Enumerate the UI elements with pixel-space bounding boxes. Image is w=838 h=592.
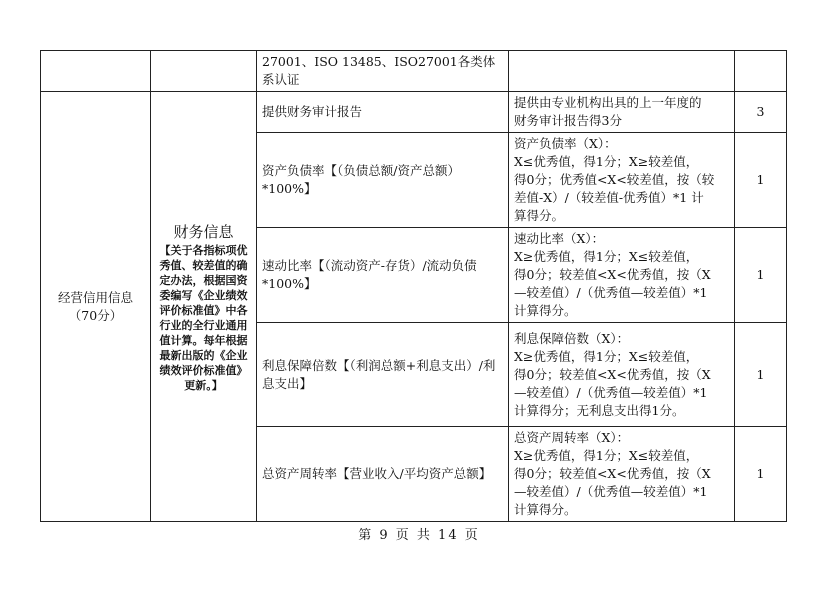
rule-line: 计算得分。 [514,502,577,517]
table-row [41,92,787,133]
score-cell: 1 [735,133,787,228]
rule-line: —较差值）/（优秀值—较差值）*1 [514,285,708,300]
rule-cell [509,323,735,427]
rule-cell [509,133,735,228]
rule-line: X≥优秀值，得1分；X≤较差值， [514,348,699,364]
scoring-table [40,50,787,522]
rule-line: 得0分；较差值<X<优秀值，按（X [514,366,711,382]
rule-line: 计算得分。 [514,303,577,318]
rule-line: 算得分。 [514,208,565,223]
category-points: （70分） [68,307,123,323]
rule-line: X≤优秀值，得1分；X≥较差值， [514,154,699,169]
page-footer: 第 9 页 共 14 页 [358,528,480,543]
subcategory-cell [151,92,257,522]
table-cell [735,51,787,92]
rule-line: —较差值）/（优秀值—较差值）*1 [514,484,708,499]
criteria-cell: 27001、ISO 13485、ISO27001各类体系认证 [257,51,509,92]
criteria-cell: 利息保障倍数【（利润总额+利息支出）/利息支出】 [257,323,509,427]
rule-line: 差值-X）/（较差值-优秀值）*1 计 [514,190,704,205]
criteria-cell: 资产负债率【（负债总额/资产总额）*100%】 [257,133,509,228]
rule-cell [509,92,735,133]
category-title: 经营信用信息 [57,289,133,305]
table-row [41,51,787,92]
rule-line: 得0分；较差值<X<优秀值，按（X [514,267,711,282]
rule-line: 财务审计报告得3分 [514,113,622,128]
score-cell: 1 [735,228,787,323]
rule-line: —较差值）/（优秀值—较差值）*1 [514,384,708,400]
table-cell [509,51,735,92]
rule-line: 计算得分；无利息支出得1分。 [514,402,685,418]
rule-line: 总资产周转率（X）： [514,430,630,445]
criteria-cell: 提供财务审计报告 [257,92,509,133]
rule-line: 资产负债率（X）： [514,136,617,151]
category-cell [41,92,151,522]
table-cell [41,51,151,92]
rule-line: 得0分；较差值<X<优秀值，按（X [514,466,711,481]
criteria-cell: 总资产周转率【营业收入/平均资产总额】 [257,427,509,522]
rule-line: 得0分；优秀值<X<较差值，按（较 [514,172,715,187]
rule-line: 利息保障倍数（X）： [514,330,630,346]
subcategory-title: 财务信息 [173,222,234,241]
rule-cell [509,228,735,323]
rule-line: 速动比率（X）： [514,231,605,246]
score-cell: 1 [735,427,787,522]
score-cell: 1 [735,323,787,427]
score-cell: 3 [735,92,787,133]
rule-line: 提供由专业机构出具的上一年度的 [514,95,702,110]
rule-line: X≥优秀值，得1分；X≤较差值， [514,249,699,264]
rule-line: X≥优秀值，得1分；X≤较差值， [514,448,699,463]
rule-cell [509,427,735,522]
table-cell [151,51,257,92]
criteria-cell: 速动比率【（流动资产-存货）/流动负债*100%】 [257,228,509,323]
subcategory-note: 【关于各指标项优秀值、较差值的确定办法，根据国资委编写《企业绩效评价标准值》中各行业的全行业通用值计算。每年根据最新出版的《企业绩效评价标准值》更新。】 [159,243,248,392]
